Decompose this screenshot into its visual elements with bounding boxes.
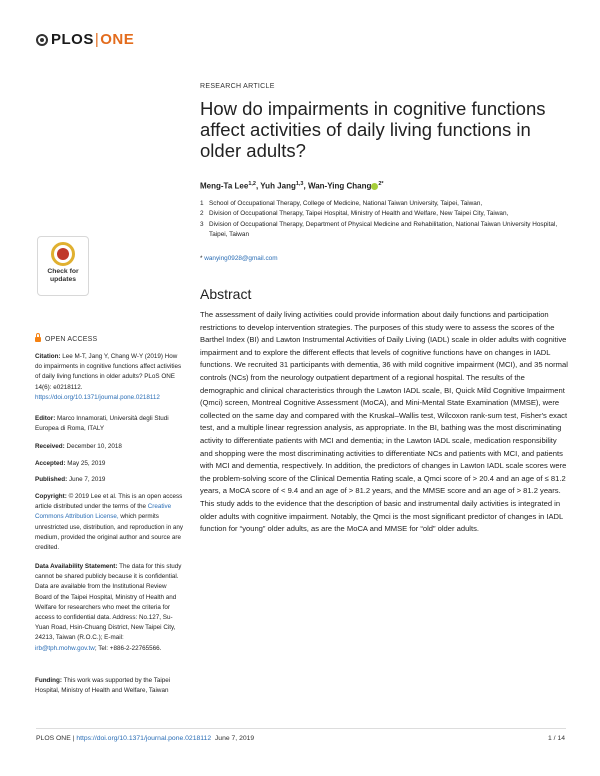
footer-doi-link[interactable]: https://doi.org/10.1371/journal.pone.0218112	[76, 735, 212, 742]
author-name: Wan-Ying Chang	[307, 181, 372, 191]
open-access-label: OPEN ACCESS	[35, 336, 97, 343]
email-link[interactable]: wanying0928@gmail.com	[204, 255, 278, 262]
abstract-heading: Abstract	[200, 286, 252, 302]
data-availability-block: Data Availability Statement: The data for this study cannot be shared publicly because it is confidential. Data are available from the Institutional Review Board of the Taipei Hospital, Ministry of Health and Welfare for researchers who meet the criteria for access to confidential data. Address: No.127, Su-Yuan Road, Hsin-Chuang District, New Taipei City, 24213, Taiwan (R.O.C.); E-mail: irb@tph.mohw.gov.tw; Tel: +886-2-22765566.	[35, 563, 182, 652]
published-date: Published: June 7, 2019	[35, 476, 106, 483]
editor-block: Editor: Marco Innamorati, Università degli Studi Europea di Roma, ITALY	[35, 415, 169, 433]
article-type-label: RESEARCH ARTICLE	[200, 83, 275, 90]
crossmark-icon	[51, 242, 75, 266]
irb-email-link[interactable]: irb@tph.mohw.gov.tw	[35, 644, 95, 652]
author-affil-sup: 1,3	[295, 181, 304, 187]
citation-doi-link[interactable]: https://doi.org/10.1371/journal.pone.0218112	[35, 393, 160, 401]
funding-block: Funding: This work was supported by the Taipei Hospital, Ministry of Health and Welfare, Taiwan	[35, 677, 171, 695]
footer-divider	[36, 728, 566, 729]
open-lock-icon	[35, 337, 41, 342]
article-title: How do impairments in cognitive functions affect activities of daily living functions in older adults?	[200, 98, 546, 161]
plos-one-logo: PLOS|ONE	[36, 31, 134, 48]
page-footer: PLOS ONE | https://doi.org/10.1371/journal.pone.0218112 June 7, 2019	[36, 735, 255, 742]
author-affil-sup: 1,2	[248, 181, 256, 187]
abstract-text: The assessment of daily living activities could provide information about daily functions and participation restrictions to develop intervention strategies. The purposes of this study were to assess the scores of the Barthel Index (BI) and Lawton Instrumental Activities of Daily Living (IADL) scale in older adults with cognitive impairment and to explore the different effects that levels of cognitive functions have on changes in IADL functions. We recruited 31 participants with dementia, 36 with mild cognitive impairment (MCI), and 35 normal controls (NCs) from the neurology outpatient department of a regional hospital. The results of the demographic and clinical characteristics through the Lawton IADL scale, BI, Quick Mild Cognitive Impairment (Qmci) screen, Montreal Cognitive Assessment (MoCA), and Mini-Mental State Examination (MMSE), were collected on the same day and compared with the Kruskal–Wallis test, Wilcoxon rank-sum test, Fisher's exact test, and a multiple linear regression analysis, as appropriate. In the BI, bathing was the most discriminating activity to differentiate patients with MCI and dementia; in the Lawton IADL scale, medication responsibility and shopping were the most discriminating activities to differentiate NCs and patients with MCI, and patients with MCI and dementia, respectively. In addition, the predictors of changes in Lawton IADL scale scores were the problem-solving score of the Clinical Dementia Rating scale, a Qmci score of > 20.4 and an age of ≤ 81.2 years, a MoCA score of < 9.4 and an age of > 81.2 years, and the MMSE score and an age of > 81.2 years. This study adds to the evidence that the description of basic and instrumental daily activities is integrated in older adults with cognitive impairment. Notably, the Qmci is the most significant predictor of changes in IADL function for “young” older adults, as are the MoCA and MMSE for “old” older adults.	[200, 310, 568, 534]
accepted-date: Accepted: May 25, 2019	[35, 460, 106, 467]
corresponding-email: * wanying0928@gmail.com	[200, 255, 278, 262]
footer-journal: PLOS ONE	[36, 735, 71, 742]
author-name: Meng-Ta Lee	[200, 181, 249, 191]
license-link[interactable]: Creative Commons Attribution License,	[35, 503, 172, 521]
check-for-updates-label: Check for updates	[47, 268, 79, 283]
footer-date: June 7, 2019	[214, 735, 255, 742]
citation-block: Citation: Lee M-T, Jang Y, Chang W-Y (2019) How do impairments in cognitive functions affect activities of daily living functions in older adults? PLoS ONE 14(6): e0218112. https://doi.org/10.1371/journal.pone.0218112	[35, 353, 182, 401]
affiliations	[200, 199, 570, 240]
author-name: Yuh Jang	[260, 181, 296, 191]
author-affil-sup: 2*	[378, 181, 384, 187]
check-for-updates-badge[interactable]	[37, 236, 89, 296]
affiliation-item: 2 Division of Occupational Therapy, Taipei Hospital, Ministry of Health and Welfare, New Taipei City, Taiwan,	[200, 210, 509, 218]
page-number: 1 / 14	[548, 735, 566, 742]
author-list: Meng-Ta Lee$^{1,2}$, Yuh Jang$^{1,3}$, Wan-Ying Chang $^{2*}$	[200, 181, 384, 191]
affiliation-item: 1 School of Occupational Therapy, College of Medicine, National Taiwan University, Taipei, Taiwan,	[200, 200, 483, 207]
received-date: Received: December 10, 2018	[35, 443, 122, 450]
affiliation-item: 3 Division of Occupational Therapy, Department of Physical Medicine and Rehabilitation, National Taiwan University Hospital, Taipei, Taiwan	[200, 220, 558, 238]
copyright-block: Copyright: © 2019 Lee et al. This is an open access article distributed under the terms of the Creative Commons Attribution License, which permits unrestricted use, distribution, and reproduction in any medium, provided the original author and source are credited.	[35, 493, 184, 552]
plos-logo-icon	[36, 34, 48, 46]
